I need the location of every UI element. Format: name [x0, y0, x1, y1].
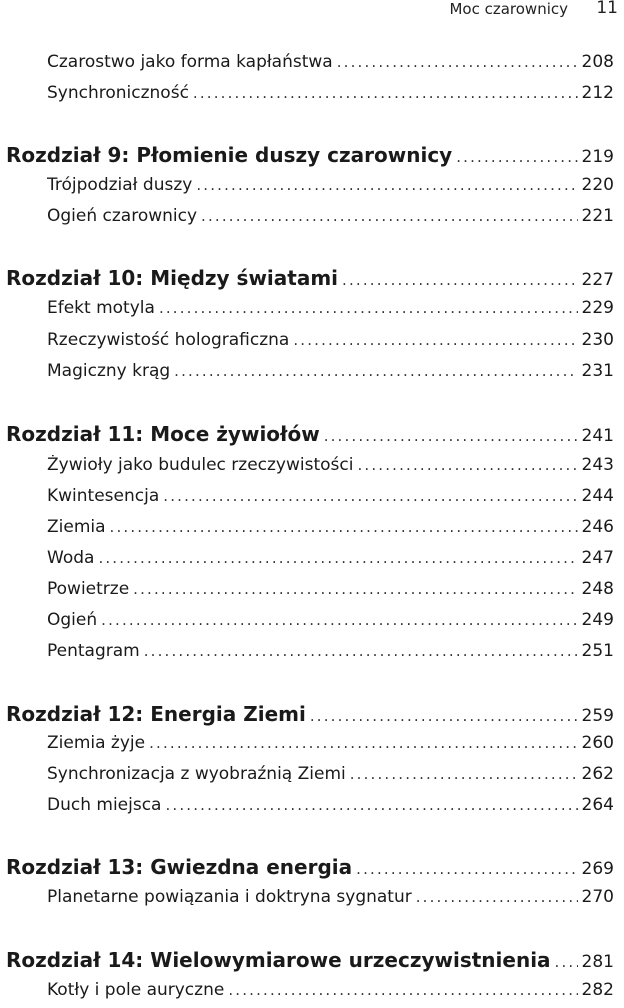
- dot-leader: [159, 299, 578, 317]
- entry-title: Planetarne powiązania i doktryna sygnatur: [47, 887, 412, 907]
- running-head: [0, 0, 624, 20]
- entry-title: Ogień czarownicy: [47, 206, 198, 226]
- dot-leader: [293, 331, 577, 349]
- toc-chapter-entry: [6, 422, 614, 446]
- entry-page-number: 244: [581, 486, 614, 506]
- toc-section-entry: [47, 887, 614, 907]
- entry-page-number: 251: [581, 641, 614, 661]
- dot-leader: [337, 53, 578, 71]
- entry-page-number: 281: [581, 952, 614, 972]
- dot-leader: [228, 981, 577, 999]
- entry-title: Rozdział 14: Wielowymiarowe urzeczywistnienia: [6, 948, 551, 972]
- dot-leader: [555, 953, 578, 971]
- dot-leader: [342, 271, 578, 289]
- dot-leader: [165, 796, 577, 814]
- entry-page-number: 230: [581, 330, 614, 350]
- dot-leader: [324, 427, 578, 445]
- dot-leader: [193, 84, 578, 102]
- toc-section-entry: [47, 548, 614, 568]
- toc-chapter-entry: [6, 266, 614, 290]
- toc-section-entry: [47, 610, 614, 630]
- entry-title: Rozdział 12: Energia Ziemi: [6, 702, 306, 726]
- entry-title: Rzeczywistość holograficzna: [47, 330, 290, 350]
- page-number: 11: [596, 0, 618, 18]
- toc-chapter-entry: [6, 948, 614, 972]
- entry-title: Rozdział 11: Moce żywiołów: [6, 422, 320, 446]
- entry-page-number: 270: [581, 887, 614, 907]
- entry-title: Woda: [47, 548, 95, 568]
- toc-section-entry: [47, 764, 614, 784]
- toc-section-entry: [47, 486, 614, 506]
- entry-title: Ogień: [47, 610, 98, 630]
- dot-leader: [110, 518, 578, 536]
- entry-title: Efekt motyla: [47, 298, 155, 318]
- entry-title: Synchroniczność: [47, 83, 189, 103]
- dot-leader: [98, 549, 577, 567]
- entry-page-number: 282: [581, 980, 614, 1000]
- toc-section-entry: [47, 795, 614, 815]
- entry-page-number: 248: [581, 579, 614, 599]
- toc-section-entry: [47, 455, 614, 475]
- entry-title: Kwintesencja: [47, 486, 160, 506]
- toc-chapter-entry: [6, 855, 614, 879]
- dot-leader: [149, 734, 577, 752]
- entry-page-number: 227: [581, 270, 614, 290]
- entry-title: Powietrze: [47, 579, 130, 599]
- toc-section-entry: [47, 579, 614, 599]
- entry-page-number: 246: [581, 517, 614, 537]
- entry-page-number: 220: [581, 175, 614, 195]
- entry-page-number: 269: [581, 859, 614, 879]
- dot-leader: [310, 707, 578, 725]
- dot-leader: [350, 765, 578, 783]
- entry-title: Ziemia: [47, 517, 106, 537]
- entry-title: Rozdział 10: Między światami: [6, 266, 339, 290]
- dot-leader: [201, 207, 578, 225]
- entry-page-number: 243: [581, 455, 614, 475]
- toc-section-entry: [47, 206, 614, 226]
- dot-leader: [196, 176, 577, 194]
- toc-section-entry: [47, 83, 614, 103]
- dot-leader: [163, 487, 577, 505]
- entry-title: Kotły i pole auryczne: [47, 980, 225, 1000]
- entry-page-number: 221: [581, 206, 614, 226]
- entry-title: Synchronizacja z wyobraźnią Ziemi: [47, 764, 346, 784]
- entry-page-number: 249: [581, 610, 614, 630]
- toc-chapter-entry: [6, 143, 614, 167]
- entry-title: Duch miejsca: [47, 795, 162, 815]
- entry-title: Trójpodział duszy: [47, 175, 193, 195]
- entry-page-number: 229: [581, 298, 614, 318]
- entry-page-number: 219: [581, 147, 614, 167]
- dot-leader: [416, 888, 578, 906]
- entry-page-number: 231: [581, 361, 614, 381]
- entry-title: Ziemia żyje: [47, 733, 146, 753]
- entry-page-number: 241: [581, 426, 614, 446]
- toc-section-entry: [47, 330, 614, 350]
- toc-section-entry: [47, 361, 614, 381]
- toc-section-entry: [47, 517, 614, 537]
- entry-title: Magiczny krąg: [47, 361, 171, 381]
- entry-title: Żywioły jako budulec rzeczywistości: [47, 455, 354, 475]
- dot-leader: [174, 362, 577, 380]
- entry-page-number: 264: [581, 795, 614, 815]
- entry-title: Pentagram: [47, 641, 140, 661]
- dot-leader: [133, 580, 577, 598]
- entry-title: Rozdział 13: Gwiezdna energia: [6, 855, 353, 879]
- dot-leader: [101, 611, 577, 629]
- entry-page-number: 208: [581, 52, 614, 72]
- dot-leader: [456, 148, 577, 166]
- dot-leader: [144, 642, 578, 660]
- entry-title: Czarostwo jako forma kapłaństwa: [47, 52, 333, 72]
- entry-page-number: 247: [581, 548, 614, 568]
- entry-page-number: 212: [581, 83, 614, 103]
- entry-page-number: 260: [581, 733, 614, 753]
- entry-page-number: 259: [581, 706, 614, 726]
- toc-section-entry: [47, 641, 614, 661]
- toc-section-entry: [47, 298, 614, 318]
- running-head-title: Moc czarownicy: [449, 0, 568, 18]
- toc-section-entry: [47, 52, 614, 72]
- toc-section-entry: [47, 733, 614, 753]
- dot-leader: [357, 456, 577, 474]
- toc-section-entry: [47, 980, 614, 1000]
- entry-page-number: 262: [581, 764, 614, 784]
- toc-section-entry: [47, 175, 614, 195]
- dot-leader: [356, 860, 577, 878]
- entry-title: Rozdział 9: Płomienie duszy czarownicy: [6, 143, 453, 167]
- toc-chapter-entry: [6, 702, 614, 726]
